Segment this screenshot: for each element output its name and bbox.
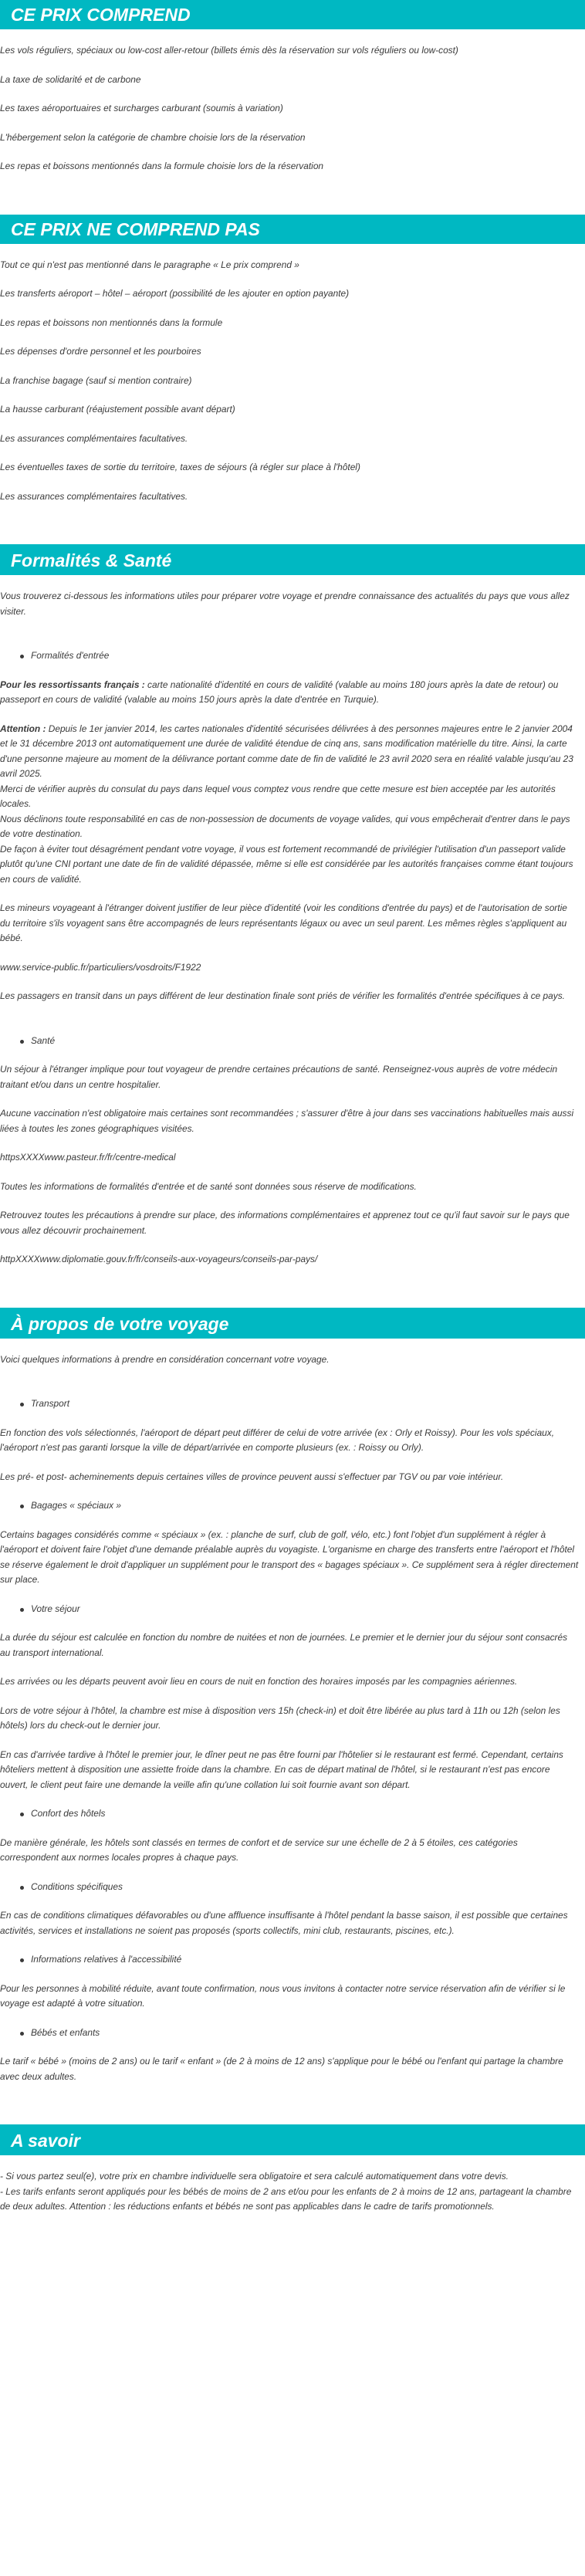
bullet-list xyxy=(0,1952,585,1968)
bullet-list xyxy=(0,1498,585,1514)
attention-label: Attention : xyxy=(0,723,46,734)
section-title-prix-comprend: CE PRIX COMPREND xyxy=(0,0,585,29)
prix-ne-comprend-item: Les repas et boissons non mentionnés dans la formule xyxy=(0,316,223,328)
pasteur-link[interactable]: httpsXXXXwww.pasteur.fr/fr/centre-medical xyxy=(0,1152,176,1163)
prix-comprend-item: Les repas et boissons mentionnés dans la formule choisie lors de la réservation xyxy=(0,161,324,171)
prix-ne-comprend-item: Les assurances complémentaires facultatives. xyxy=(0,432,188,444)
confort-paragraph: De manière générale, les hôtels sont classés en termes de confort et de service sur une échelle de 2 à 5 étoiles, ces catégories correspondent aux normes locales propres à chaque pays. xyxy=(0,1836,518,1863)
asavoir-line: - Si vous partez seul(e), votre prix en chambre individuelle sera obligatoire et sera calculé automatiquement dans votre devis. xyxy=(0,2171,509,2182)
section-title-prix-ne-comprend: CE PRIX NE COMPREND PAS xyxy=(0,215,585,244)
bullet-list xyxy=(0,1806,585,1822)
bullet-bagages: Bagages « spéciaux » xyxy=(31,1498,585,1514)
section-title-asavoir: A savoir xyxy=(0,2124,585,2155)
verifier-paragraph: Merci de vérifier auprès du consulat du pays dans lequel vous comptez vous rendre que cette mesure est bien acceptée par les autorités locales. xyxy=(0,783,556,809)
prix-ne-comprend-item: La hausse carburant (réajustement possible avant départ) xyxy=(0,404,235,415)
conditions-paragraph: En cas de conditions climatiques défavorables ou d'une affluence insuffisante à l'hôtel pendant la basse saison, il est possible que certaines activités, services et installations ne soient pas proposés (sports collectifs, mini club, restaurants, piscines, etc.). xyxy=(0,1910,568,1936)
preachem-paragraph: Les pré- et post- acheminements depuis certaines villes de province peuvent aussi s'effectuer par TGV ou par voie intérieur. xyxy=(0,1471,504,1482)
mobilite-paragraph: Pour les personnes à mobilité réduite, avant toute confirmation, nous vous invitons à contacter notre service réservation afin de vérifier si le voyage est adapté à votre situation. xyxy=(0,1982,566,2009)
bullet-list xyxy=(0,1034,585,1049)
prix-ne-comprend-item: Les transferts aéroport – hôtel – aéroport (possibilité de les ajouter en option payante) xyxy=(0,288,350,299)
retrouvez-paragraph: Retrouvez toutes les précautions à prendre sur place, des informations complémentaires et apprenez tout ce qu'il faut savoir sur le pays que vous allez découvrir prochainement. xyxy=(0,1210,570,1236)
declinons-paragraph: Nous déclinons toute responsabilité en cas de non-possession de documents de voyage valides, qui vous empêcherait d'entrer dans le pays de votre destination. xyxy=(0,813,570,839)
prix-comprend-item: La taxe de solidarité et de carbone xyxy=(0,73,141,85)
facon-paragraph: De façon à éviter tout désagrément pendant votre voyage, il vous est fortement recommandé de privilégier l'utilisation d'un passeport valide plutôt qu'une CNI portant une date de fin de validité dépassée, même si elle est considérée par les autorités françaises comme étant toujours en cours de validité. xyxy=(0,843,573,885)
section-title-apropos: À propos de votre voyage xyxy=(0,1308,585,1339)
bullet-transport: Transport xyxy=(31,1396,585,1412)
bullet-list xyxy=(0,648,585,664)
bullet-mobilite: Informations relatives à l'accessibilité xyxy=(31,1952,585,1968)
bullet-bebes: Bébés et enfants xyxy=(31,2026,585,2041)
vaccination-paragraph: Aucune vaccination n'est obligatoire mais certaines sont recommandées ; s'assurer d'être à jour dans ses vaccinations habituelles mais aussi liées à toutes les zones géographiques visitées. xyxy=(0,1108,574,1134)
bullet-sante: Santé xyxy=(31,1034,585,1049)
prix-ne-comprend-item: Les dépenses d'ordre personnel et les pourboires xyxy=(0,346,201,357)
section-formalites xyxy=(0,544,585,1308)
prix-ne-comprend-item: Les assurances complémentaires facultatives. xyxy=(0,490,188,502)
bullet-votre-sejour: Votre séjour xyxy=(31,1602,585,1617)
section-title-formalites: Formalités & Santé xyxy=(0,544,585,575)
service-public-link[interactable]: www.service-public.fr/particuliers/vosdroits/F1922 xyxy=(0,961,201,973)
section-prix-comprend xyxy=(0,0,585,215)
bebes-paragraph: Le tarif « bébé » (moins de 2 ans) ou le tarif « enfant » (de 2 à moins de 12 ans) s'applique pour le bébé ou l'enfant qui partage la chambre avec deux adultes. xyxy=(0,2056,563,2082)
arrivees-paragraph: Les arrivées ou les départs peuvent avoir lieu en cours de nuit en fonction des horaires imposés par les compagnies aériennes. xyxy=(0,1676,518,1687)
mineurs-paragraph: Les mineurs voyageant à l'étranger doivent justifier de leur pièce d'identité (voir les conditions d'entrée du pays) et de l'autorisation de sortie du territoire s'ils voyagent sans être accompagnés de leurs représentants légaux ou avec un seul parent. Les mêmes règles s'appliquent au bébé. xyxy=(0,902,567,943)
transit-paragraph: Les passagers en transit dans un pays différent de leur destination finale sont priés de vérifier les formalités d'entrée spécifiques à ce pays. xyxy=(0,990,565,1001)
asavoir-line: - Les tarifs enfants seront appliqués pour les bébés de moins de 2 ans et/ou pour les enfants de 2 à moins de 12 ans, partageant la chambre de deux adultes. Attention : les réductions enfants et bébés ne sont pas applicables dans le cadre de tarifs promotionnels. xyxy=(0,2185,572,2212)
prix-comprend-item: Les taxes aéroportuaires et surcharges carburant (soumis à variation) xyxy=(0,103,283,113)
attention-paragraph xyxy=(0,722,585,782)
arrivee-tardive-paragraph: En cas d'arrivée tardive à l'hôtel le premier jour, le dîner peut ne pas être fourni par l'hôtelier si le restaurant est fermé. Cependant, certains hôteliers mettent à disposition une assiette froide dans la chambre. En cas de départ matinal de l'hôtel, si le restaurant n'est pas encore ouvert, le client peut faire une demande la veille afin qu'une collation lui soit fournie avant son départ. xyxy=(0,1748,563,1790)
sejour-sante-paragraph: Un séjour à l'étranger implique pour tout voyageur de prendre certaines précautions de santé. Renseignez-vous auprès de votre médecin traitant et/ou dans un centre hospitalier. xyxy=(0,1064,558,1090)
prix-comprend-item: L'hébergement selon la catégorie de chambre choisie lors de la réservation xyxy=(0,131,306,143)
duree-paragraph: La durée du séjour est calculée en fonction du nombre de nuitées et non de journées. Le premier et le dernier jour du séjour sont consacrés au transport international. xyxy=(0,1632,568,1658)
formalites-intro: Vous trouverez ci-dessous les informations utiles pour préparer votre voyage et prendre connaissance des actualités du pays que vous allez visiter. xyxy=(0,591,570,617)
bullet-list xyxy=(0,1602,585,1617)
section-prix-ne-comprend xyxy=(0,215,585,545)
lors-paragraph: Lors de votre séjour à l'hôtel, la chambre est mise à disposition vers 15h (check-in) et doit être libérée au plus tard à 11h ou 12h (selon les hôtels) lors du check-out le dernier jour. xyxy=(0,1704,560,1731)
apropos-intro: Voici quelques informations à prendre en considération concernant votre voyage. xyxy=(0,1353,330,1365)
prix-ne-comprend-item: La franchise bagage (sauf si mention contraire) xyxy=(0,374,192,386)
diplomatie-link[interactable]: httpXXXXwww.diplomatie.gouv.fr/fr/conseils-aux-voyageurs/conseils-par-pays/ xyxy=(0,1254,318,1264)
ressortissants-text: carte nationalité d'identité en cours de validité (valable au moins 180 jours après la date de retour) ou passeport en cours de validité (valable au moins 150 jours après la date d'entrée en Turquie). xyxy=(0,679,559,705)
ressortissants-label: Pour les ressortissants français : xyxy=(0,679,145,690)
bullet-formalites-entree: Formalités d'entrée xyxy=(31,648,585,664)
bullet-list xyxy=(0,2026,585,2041)
bagages-paragraph: Certains bagages considérés comme « spéciaux » (ex. : planche de surf, club de golf, vélo, etc.) font l'objet d'un supplément à régler à l'aéroport et doivent faire l'objet d'une demande préalable auprès du voyagiste. L'organisme en charge des transferts entre l'aéroport et l'hôtel se réserve également le droit d'appliquer un supplément pour le transport des « bagages spéciaux ». Ce supplément sera à régler directement sur place. xyxy=(0,1528,579,1585)
reserve-paragraph: Toutes les informations de formalités d'entrée et de santé sont données sous réserve de modifications. xyxy=(0,1180,417,1192)
prix-comprend-item: Les vols réguliers, spéciaux ou low-cost aller-retour (billets émis dès la réservation sur vols réguliers ou low-cost) xyxy=(0,45,458,56)
prix-ne-comprend-item: Tout ce qui n'est pas mentionné dans le paragraphe « Le prix comprend » xyxy=(0,259,299,270)
bullet-list xyxy=(0,1396,585,1412)
bullet-confort: Confort des hôtels xyxy=(31,1806,585,1822)
bullet-conditions: Conditions spécifiques xyxy=(31,1880,585,1895)
prix-ne-comprend-item: Les éventuelles taxes de sortie du territoire, taxes de séjours (à régler sur place à l'hôtel) xyxy=(0,462,360,472)
section-asavoir xyxy=(0,2124,585,2219)
section-apropos xyxy=(0,1308,585,2125)
ressortissants-paragraph xyxy=(0,678,585,708)
bullet-list xyxy=(0,1880,585,1895)
attention-text: Depuis le 1er janvier 2014, les cartes nationales d'identité sécurisées délivrées à des personnes majeures entre le 2 janvier 2004 et le 31 décembre 2013 ont automatiquement une durée de validité étendue de cinq ans, sans modification matérielle du titre. Ainsi, la carte d'une personne majeure au moment de la délivrance portant comme date de fin de validité le 23 avril 2020 sera en réalité valable jusqu'au 23 avril 2025. xyxy=(0,723,573,779)
transport-paragraph: En fonction des vols sélectionnés, l'aéroport de départ peut différer de celui de votre arrivée (ex : Orly et Roissy). Pour les vols spéciaux, l'aéroport n'est pas garanti lorsque la ville de départ/arrivée en comporte plusieurs (ex. : Roissy ou Orly). xyxy=(0,1427,555,1453)
